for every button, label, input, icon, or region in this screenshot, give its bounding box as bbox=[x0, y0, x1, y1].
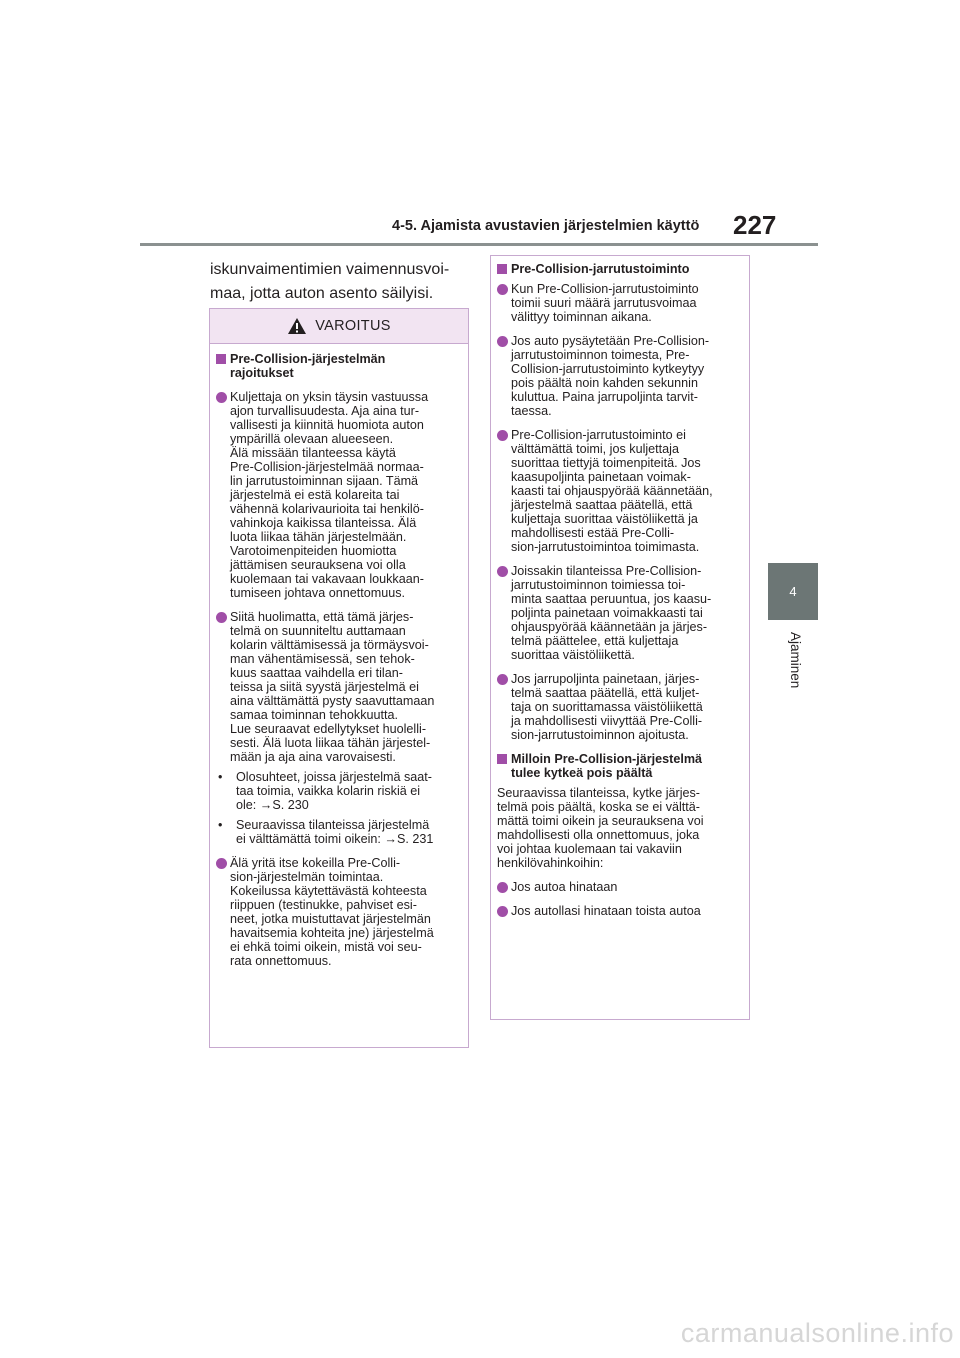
round-bullet-icon bbox=[497, 430, 508, 441]
list-item bbox=[497, 334, 742, 418]
warning-header bbox=[210, 309, 468, 344]
round-bullet-icon bbox=[497, 566, 508, 577]
round-bullet-icon bbox=[216, 392, 227, 403]
sub-list-item-text: Seuraavissa tilanteissa järjestelmä ei välttämättä toimi oikein: →S. 231 bbox=[236, 818, 434, 846]
sub-list-item-text: Olosuhteet, joissa järjestelmä saat- taa toimia, vaikka kolarin riskiä ei ole: →S. 230 bbox=[236, 770, 432, 812]
watermark: carmanualsonline.info bbox=[680, 1318, 954, 1348]
chapter-tab[interactable]: 4 bbox=[768, 563, 818, 620]
section-header-title: 4-5. Ajamista avustavien järjestelmien käyttö bbox=[392, 218, 700, 234]
intro-line: iskunvaimentimien vaimennusvoi- bbox=[210, 261, 450, 278]
round-bullet-icon bbox=[497, 882, 508, 893]
list-item-text: Jos autoa hinataan bbox=[511, 880, 618, 894]
round-bullet-icon bbox=[497, 336, 508, 347]
section-heading bbox=[497, 752, 742, 780]
list-item bbox=[497, 282, 742, 324]
info-box bbox=[490, 255, 750, 1020]
section-heading-text: Pre-Collision-järjestelmän rajoitukset bbox=[230, 352, 386, 380]
page-number: 227 bbox=[733, 210, 777, 240]
section-heading bbox=[497, 262, 742, 276]
list-item bbox=[216, 856, 461, 968]
list-item-text: Kun Pre-Collision-jarrutustoiminto toimii suuri määrä jarrutusvoimaa välittyy toiminnan aikana. bbox=[511, 282, 699, 324]
small-bullet-icon: • bbox=[218, 818, 223, 832]
list-item-text: Kuljettaja on yksin täysin vastuussa ajon turvallisuudesta. Aja aina tur- vallisesti ja kiinnitä huomiota auton ympärillä olevaan alueeseen. Älä missään tilanteessa käytä Pre-Collision-järjestelmää normaa- lin jarrutustoiminnan sijaan. Tämä järjestelmä ei estä kolareita tai vähennä kolarivaurioita tai henkilö- vahinkoja kaikissa tilanteissa. Älä luota liikaa tähän järjestelmään. Varotoimenpiteiden huomiotta jättämisen seurauksena voi olla kuolemaan tai vakavaan loukkaan- tumiseen johtava onnettomuus. bbox=[230, 390, 429, 600]
section-heading-text: Milloin Pre-Collision-järjestelmä tulee kytkeä pois päältä bbox=[511, 752, 703, 780]
warning-triangle-icon bbox=[287, 317, 307, 335]
list-item-text: Jos autollasi hinataan toista autoa bbox=[511, 904, 701, 918]
list-item-text: Siitä huolimatta, että tämä järjes- telmä on suunniteltu auttamaan kolarin välttämisessä ja törmäysvoi- man vähentämisessä, sen tehok- kuus saattaa vaihdella eri tilan- teissa ja siitä syystä järjestelmä ei aina välttämättä pysty saavuttamaan samaa toiminnan tehokkuutta. Lue seuraavat edellytykset huolelli- sesti. Älä luota liikaa tähän järjestel- mään ja aja aina varovaisesti. bbox=[230, 610, 435, 764]
small-bullet-icon: • bbox=[218, 770, 223, 784]
sub-list-item bbox=[216, 818, 461, 846]
warning-box bbox=[209, 308, 469, 1048]
list-item-text: Jos auto pysäytetään Pre-Collision- jarrutustoiminnon toimesta, Pre- Collision-jarrutustoiminto kytkeytyy pois päältä noin kahden sekunnin kuluttua. Paina jarrupoljinta tarvit- taessa. bbox=[511, 334, 710, 418]
section-heading-text: Pre-Collision-jarrutustoiminto bbox=[511, 262, 690, 276]
square-bullet-icon bbox=[497, 264, 507, 274]
list-item-text: Jos jarrupoljinta painetaan, järjes- telmä saattaa päätellä, että kuljet- taja on suorittamassa väistöliikettä ja mahdollisesti viivyttää Pre-Colli- sion-jarrutustoiminnon ajoitusta. bbox=[511, 672, 703, 742]
list-item bbox=[497, 880, 742, 894]
square-bullet-icon bbox=[216, 354, 226, 364]
list-item-text: Joissakin tilanteissa Pre-Collision- jarrutustoiminnon toimiessa toi- minta saattaa peruuntua, jos kaasu- poljinta painetaan voimakkaasti tai ohjauspyörää käännetään ja järjes- telmä päättelee, että kuljettaja suorittaa väistöliikettä. bbox=[511, 564, 712, 662]
header-rule bbox=[140, 243, 818, 246]
round-bullet-icon bbox=[497, 284, 508, 295]
list-item bbox=[497, 904, 742, 918]
list-item bbox=[216, 610, 461, 764]
round-bullet-icon bbox=[216, 612, 227, 623]
warning-title: VAROITUS bbox=[315, 318, 391, 334]
square-bullet-icon bbox=[497, 754, 507, 764]
sub-list-item bbox=[216, 770, 461, 812]
list-item bbox=[497, 428, 742, 554]
round-bullet-icon bbox=[497, 674, 508, 685]
chapter-label: Ajaminen bbox=[788, 632, 803, 689]
intro-line: maa, jotta auton asento säilyisi. bbox=[210, 285, 434, 302]
info-content bbox=[491, 256, 749, 918]
round-bullet-icon bbox=[216, 858, 227, 869]
list-item-text: Älä yritä itse kokeilla Pre-Colli- sion-järjestelmän toimintaa. Kokeilussa käytettävästä kohteesta riippuen (testinukke, pahviset esi- neet, jotka muistuttavat järjestelmän havaitsemia kohteita jne) järjestelmä ei ehkä toimi oikein, mistä voi seu- rata onnettomuus. bbox=[230, 856, 434, 968]
list-item bbox=[497, 672, 742, 742]
list-item-text: Pre-Collision-jarrutustoiminto ei välttämättä toimi, jos kuljettaja suorittaa tiettyjä toimenpiteitä. Jos kaasupoljinta painetaan voimak- kaasti tai ohjauspyörää käännetään, järjestelmä saattaa päätellä, että kuljettaja suorittaa väistöliikettä ja mahdollisesti estää Pre-Colli- sion-jarrutustoimintoa toimimasta. bbox=[511, 428, 713, 554]
intro-text bbox=[210, 258, 480, 306]
section-paragraph: Seuraavissa tilanteissa, kytke järjes- telmä pois päältä, koska se ei välttä- mättä toimi oikein ja seurauksena voi mahdollisesti olla onnettomuus, joka voi johtaa kuolemaan tai vakaviin henkilövahinkoihin: bbox=[497, 786, 704, 870]
round-bullet-icon bbox=[497, 906, 508, 917]
list-item bbox=[216, 390, 461, 600]
warning-content bbox=[210, 352, 468, 968]
list-item bbox=[497, 564, 742, 662]
section-heading bbox=[216, 352, 461, 380]
